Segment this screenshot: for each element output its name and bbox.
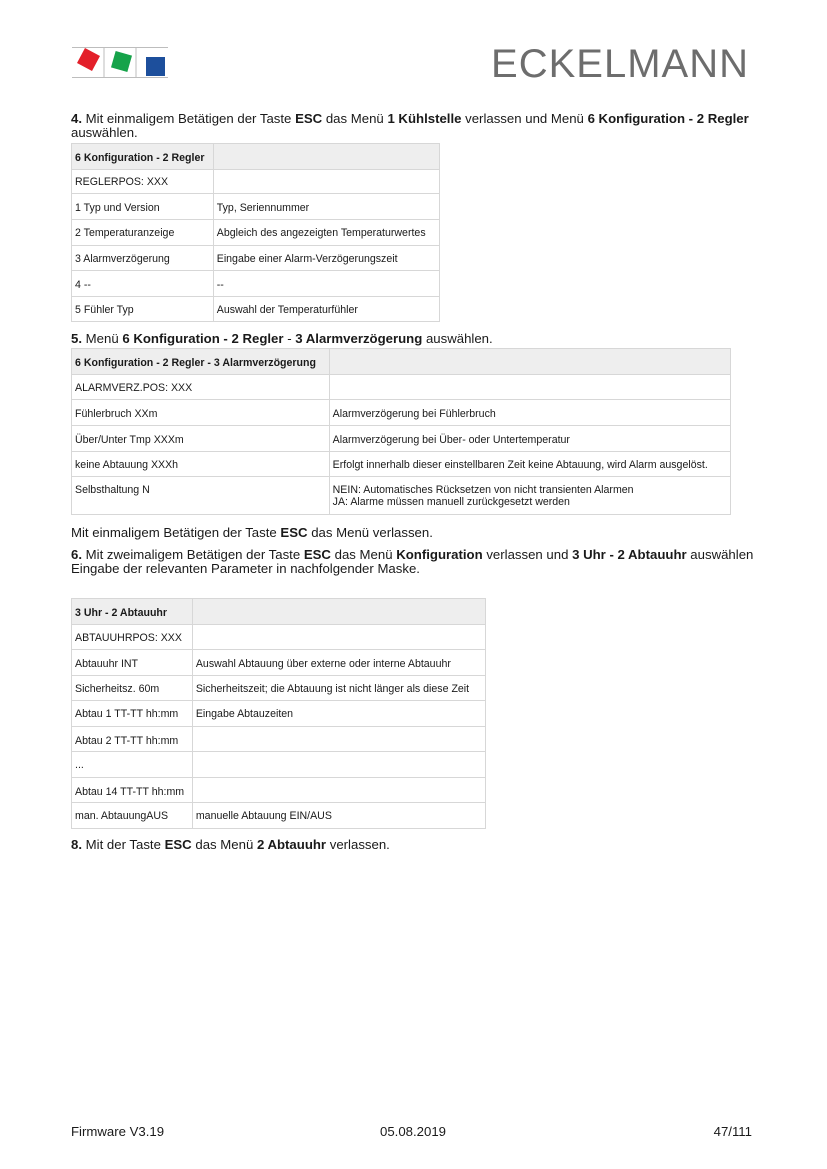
logo-red-diamond bbox=[77, 48, 100, 71]
logo-green-diamond bbox=[111, 51, 132, 72]
table-header: 6 Konfiguration - 2 Regler - 3 Alarmverzögerung bbox=[72, 349, 330, 375]
table-row: Abtauuhr INT Auswahl Abtauung über externe oder interne Abtauuhr bbox=[72, 650, 486, 676]
brand-name: ECKELMANN bbox=[491, 42, 749, 86]
step-8-paragraph: 8. Mit der Taste ESC das Menü 2 Abtauuhr verlassen. bbox=[71, 837, 390, 852]
table-header: 6 Konfiguration - 2 Regler bbox=[72, 144, 214, 170]
table-row: 5 Fühler Typ Auswahl der Temperaturfühler bbox=[72, 297, 440, 322]
esc-note-paragraph: Mit einmaligem Betätigen der Taste ESC das Menü verlassen. bbox=[71, 525, 433, 540]
table-row: Selbsthaltung N NEIN: Automatisches Rücksetzen von nicht transienten Alarmen JA: Alarme müssen manuell zurückgesetzt werden bbox=[72, 477, 731, 515]
table-row: Sicherheitsz. 60m Sicherheitszeit; die Abtauung ist nicht länger als diese Zeit bbox=[72, 676, 486, 701]
table-row: 4 -- -- bbox=[72, 271, 440, 297]
table-header: 3 Uhr - 2 Abtauuhr bbox=[72, 599, 193, 625]
table-row: Über/Unter Tmp XXXm Alarmverzögerung bei Über- oder Untertemperatur bbox=[72, 426, 731, 452]
table-row: ABTAUUHRPOS: XXX bbox=[72, 625, 486, 650]
footer-firmware-version: Firmware V3.19 bbox=[71, 1124, 165, 1139]
table-alarmverzoegerung bbox=[71, 348, 731, 515]
step-4-paragraph: 4. Mit einmaligem Betätigen der Taste ESC das Menü 1 Kühlstelle verlassen und Menü 6 Konfiguration - 2 Regler auswählen. bbox=[71, 111, 749, 140]
table-row: ALARMVERZ.POS: XXX bbox=[72, 375, 731, 400]
table-row: 1 Typ und Version Typ, Seriennummer bbox=[72, 194, 440, 220]
eckelmann-logo bbox=[72, 46, 168, 80]
table-row: 2 Temperaturanzeige Abgleich des angezeigten Temperaturwertes bbox=[72, 220, 440, 246]
table-row: REGLERPOS: XXX bbox=[72, 170, 440, 194]
table-row: 3 Alarmverzögerung Eingabe einer Alarm-Verzögerungszeit bbox=[72, 246, 440, 271]
table-regler bbox=[71, 143, 440, 322]
table-row: ... bbox=[72, 752, 486, 778]
table-row: Abtau 2 TT-TT hh:mm bbox=[72, 727, 486, 752]
footer-page-number: 47/111 bbox=[713, 1124, 752, 1139]
footer-date: 05.08.2019 bbox=[380, 1124, 447, 1139]
table-row: man. AbtauungAUS manuelle Abtauung EIN/AUS bbox=[72, 803, 486, 829]
table-row: keine Abtauung XXXh Erfolgt innerhalb dieser einstellbaren Zeit keine Abtauung, wird Alarm ausgelöst. bbox=[72, 452, 731, 477]
logo-blue-square bbox=[146, 57, 165, 76]
table-row: Fühlerbruch XXm Alarmverzögerung bei Fühlerbruch bbox=[72, 400, 731, 426]
step-6-paragraph: 6. Mit zweimaligem Betätigen der Taste ESC das Menü Konfiguration verlassen und 3 Uhr - 2 Abtauuhr auswählen Eingabe der relevanten Parameter in nachfolgender Maske. bbox=[71, 547, 754, 576]
table-row: Abtau 1 TT-TT hh:mm Eingabe Abtauzeiten bbox=[72, 701, 486, 727]
table-abtauuhr bbox=[71, 598, 486, 829]
table-row: Abtau 14 TT-TT hh:mm bbox=[72, 778, 486, 803]
step-5-paragraph: 5. Menü 6 Konfiguration - 2 Regler - 3 Alarmverzögerung auswählen. bbox=[71, 331, 493, 346]
